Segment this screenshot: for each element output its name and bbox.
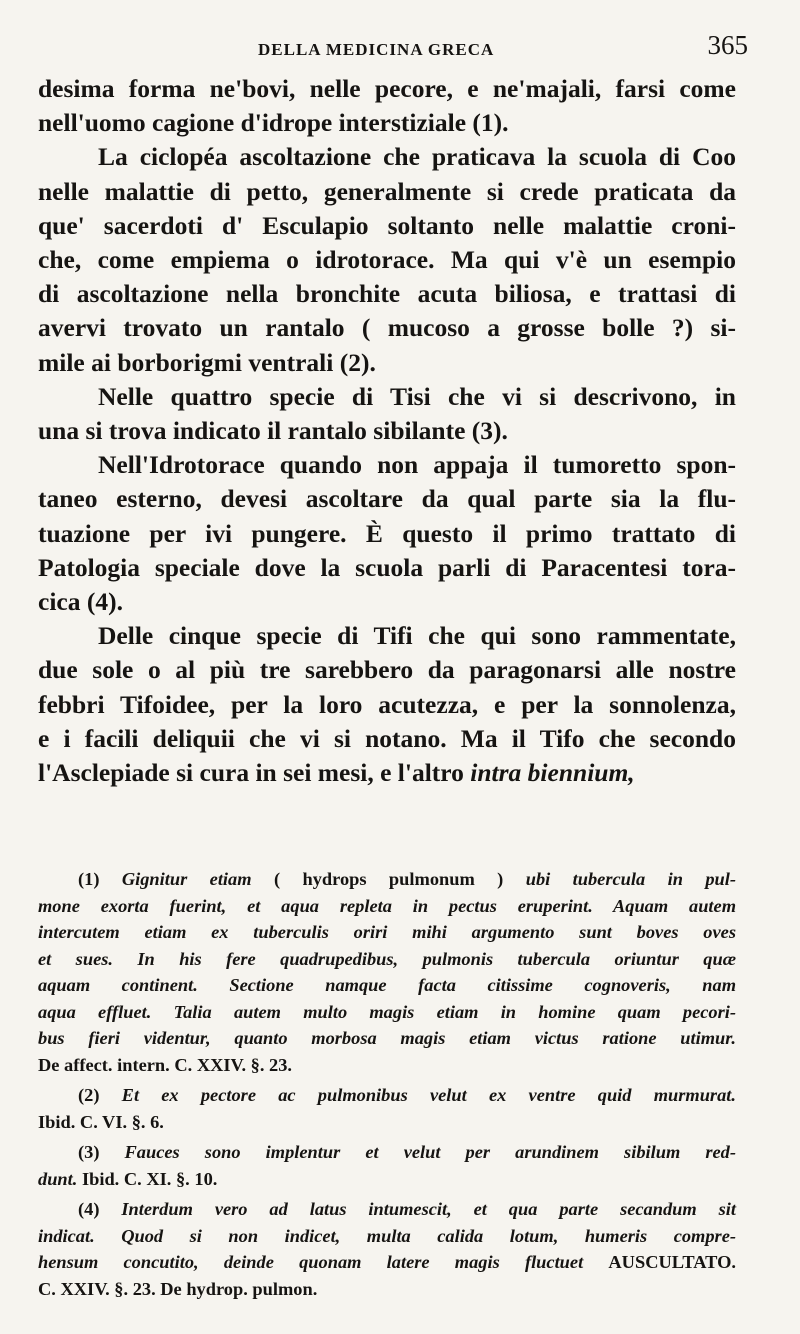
footnote-line bbox=[38, 1139, 736, 1166]
footnote-1 bbox=[38, 866, 736, 1078]
italic-fragment: dunt. bbox=[38, 1168, 78, 1189]
text-fragment: Ibid. C. XI. §. 10. bbox=[77, 1168, 218, 1189]
text-line: nelle malattie di petto, generalmente si crede praticata da bbox=[38, 176, 736, 206]
text-line: nell'uomo cagione d'idrope interstiziale (1). bbox=[38, 108, 509, 138]
text-fragment: l'Asclepiade si cura in sei mesi, e l'altro bbox=[38, 758, 471, 788]
text-line bbox=[38, 756, 736, 790]
italic-fragment: intra biennium, bbox=[470, 758, 635, 788]
italic-fragment: ubi tubercula in pul- bbox=[525, 869, 736, 889]
footnote-marker: (4) bbox=[78, 1199, 122, 1219]
italic-fragment: Et ex pectore ac pulmonibus velut ex ventre quid murmurat. bbox=[121, 1085, 736, 1105]
footnote-2 bbox=[38, 1082, 736, 1135]
italic-fragment: hensum concutito, deinde quonam latere magis fluctuet bbox=[38, 1252, 609, 1272]
text-line: Patologia speciale dove la scuola parli di Paracentesi tora- bbox=[38, 552, 736, 582]
text-line: una si trova indicato il rantalo sibilante (3). bbox=[38, 416, 508, 446]
text-line: mile ai borborigmi ventrali (2). bbox=[38, 347, 376, 377]
text-line: Delle cinque specie di Tifi che qui sono rammentate, bbox=[98, 621, 736, 651]
footnote-4 bbox=[38, 1196, 736, 1302]
footnote-3 bbox=[38, 1139, 736, 1192]
footnote-line: bus fieri videntur, quanto morbosa magis etiam victus ratione utimur. bbox=[38, 1028, 736, 1048]
page-number: 365 bbox=[707, 30, 748, 60]
text-line: Nell'Idrotorace quando non appaja il tumoretto spon- bbox=[98, 450, 736, 480]
footnote-line: indicat. Quod si non indicet, multa calida lotum, humeris compre- bbox=[38, 1225, 736, 1246]
footnote-line bbox=[38, 1196, 736, 1223]
footnote-line: De affect. intern. C. XXIV. §. 23. bbox=[38, 1054, 293, 1075]
footnote-line: C. XXIV. §. 23. De hydrop. pulmon. bbox=[38, 1278, 318, 1299]
italic-fragment: Gignitur etiam bbox=[121, 869, 252, 889]
footnotes bbox=[38, 866, 736, 1306]
footnote-line bbox=[38, 1082, 736, 1109]
text-line: avervi trovato un rantalo ( mucoso a grosse bolle ?) si- bbox=[38, 313, 736, 343]
page-header bbox=[38, 30, 760, 70]
footnote-line: intercutem etiam ex tuberculis oriri mihi argumento sunt boves oves bbox=[38, 922, 736, 942]
footnote-marker: (2) bbox=[78, 1085, 122, 1105]
smallcaps-fragment: AUSCULTATO. bbox=[608, 1252, 736, 1272]
footnote-line bbox=[38, 1166, 736, 1193]
footnote-line bbox=[38, 1249, 736, 1276]
text-line: e i facili deliquii che vi si notano. Ma il Tifo che secondo bbox=[38, 723, 736, 753]
text-line: che, come empiema o idrotorace. Ma qui v'è un esempio bbox=[38, 245, 736, 275]
running-head: DELLA MEDICINA GRECA bbox=[258, 40, 495, 59]
footnote-line: mone exorta fuerint, et aqua repleta in pectus eruperint. Aquam autem bbox=[38, 895, 736, 916]
text-line: di ascoltazione nella bronchite acuta biliosa, e trattasi di bbox=[38, 279, 736, 309]
text-fragment: ( hydrops pulmonum ) bbox=[251, 869, 526, 889]
footnote-marker: (1) bbox=[78, 869, 122, 889]
footnote-line bbox=[38, 866, 736, 893]
footnote-marker: (3) bbox=[78, 1142, 125, 1162]
italic-fragment: Interdum vero ad latus intumescit, et qua parte secandum sit bbox=[121, 1199, 736, 1219]
text-line: taneo esterno, devesi ascoltare da qual parte sia la flu- bbox=[38, 484, 736, 514]
text-line: desima forma ne'bovi, nelle pecore, e ne'majali, farsi come bbox=[38, 74, 736, 103]
text-line: due sole o al più tre sarebbero da paragonarsi alle nostre bbox=[38, 655, 736, 685]
text-line: tuazione per ivi pungere. È questo il primo trattato di bbox=[38, 518, 736, 548]
text-line: Nelle quattro specie di Tisi che vi si descrivono, in bbox=[98, 381, 736, 411]
text-line: La ciclopéa ascoltazione che praticava la scuola di Coo bbox=[98, 142, 736, 172]
text-line: cica (4). bbox=[38, 587, 123, 617]
footnote-line: et sues. In his fere quadrupedibus, pulmonis tubercula oriuntur quæ bbox=[38, 948, 736, 969]
footnote-line: Ibid. C. VI. §. 6. bbox=[38, 1111, 164, 1132]
text-line: que' sacerdoti d' Esculapio soltanto nelle malattie croni- bbox=[38, 210, 736, 240]
italic-fragment: Fauces sono implentur et velut per arundinem sibilum red- bbox=[124, 1142, 736, 1162]
main-text bbox=[38, 72, 736, 790]
text-line: febbri Tifoidee, per la loro acutezza, e per la sonnolenza, bbox=[38, 689, 736, 719]
footnote-line: aquam continent. Sectione namque facta citissime cognoveris, nam bbox=[38, 975, 736, 995]
footnote-line: aqua effluet. Talia autem multo magis etiam in homine quam pecori- bbox=[38, 1001, 736, 1022]
